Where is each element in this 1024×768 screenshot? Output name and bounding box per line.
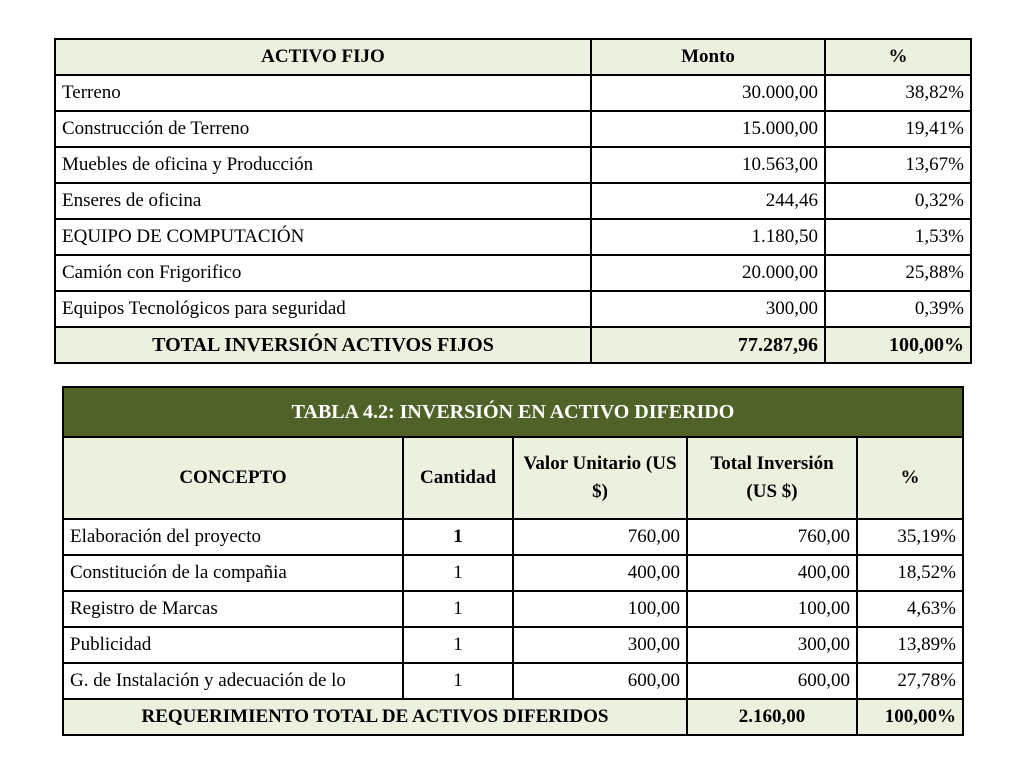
total-pct: 100,00% — [857, 699, 963, 735]
concepto-cell: Constitución de la compañia — [63, 555, 403, 591]
pct-cell: 0,32% — [825, 183, 971, 219]
table-row — [63, 591, 963, 627]
table-row — [55, 291, 971, 327]
concepto-cell: Equipos Tecnológicos para seguridad — [55, 291, 591, 327]
pct-cell: 25,88% — [825, 255, 971, 291]
valor-cell: 760,00 — [513, 519, 687, 555]
table-title: TABLA 4.2: INVERSIÓN EN ACTIVO DIFERIDO — [63, 387, 963, 437]
pct-cell: 35,19% — [857, 519, 963, 555]
pct-cell: 4,63% — [857, 591, 963, 627]
table-row — [55, 183, 971, 219]
activo-fijo-header-row — [55, 39, 971, 75]
concepto-cell: Camión con Frigorifico — [55, 255, 591, 291]
activo-diferido-total-row — [63, 699, 963, 735]
table-row — [55, 75, 971, 111]
pct-cell: 13,67% — [825, 147, 971, 183]
activo-diferido-title-row — [63, 387, 963, 437]
monto-cell: 1.180,50 — [591, 219, 825, 255]
header-concepto: CONCEPTO — [63, 437, 403, 519]
concepto-cell: Registro de Marcas — [63, 591, 403, 627]
pct-cell: 38,82% — [825, 75, 971, 111]
total-pct: 100,00% — [825, 327, 971, 363]
pct-cell: 13,89% — [857, 627, 963, 663]
total-cell: 760,00 — [687, 519, 857, 555]
cantidad-cell: 1 — [403, 663, 513, 699]
header-total-inversion: Total Inversión (US $) — [687, 437, 857, 519]
concepto-cell: Publicidad — [63, 627, 403, 663]
monto-cell: 244,46 — [591, 183, 825, 219]
concepto-cell: Enseres de oficina — [55, 183, 591, 219]
pct-cell: 0,39% — [825, 291, 971, 327]
concepto-cell: Elaboración del proyecto — [63, 519, 403, 555]
monto-cell: 10.563,00 — [591, 147, 825, 183]
total-cell: 400,00 — [687, 555, 857, 591]
table-row — [55, 219, 971, 255]
valor-cell: 600,00 — [513, 663, 687, 699]
header-pct: % — [857, 437, 963, 519]
cantidad-cell: 1 — [403, 627, 513, 663]
header-activo-fijo: ACTIVO FIJO — [55, 39, 591, 75]
valor-cell: 400,00 — [513, 555, 687, 591]
concepto-cell: EQUIPO DE COMPUTACIÓN — [55, 219, 591, 255]
pct-cell: 1,53% — [825, 219, 971, 255]
cantidad-cell: 1 — [403, 555, 513, 591]
pct-cell: 18,52% — [857, 555, 963, 591]
cantidad-cell: 1 — [403, 591, 513, 627]
valor-cell: 300,00 — [513, 627, 687, 663]
table-row — [63, 555, 963, 591]
total-cell: 300,00 — [687, 627, 857, 663]
pct-cell: 19,41% — [825, 111, 971, 147]
header-cantidad: Cantidad — [403, 437, 513, 519]
total-inversion: 2.160,00 — [687, 699, 857, 735]
header-valor-unitario: Valor Unitario (US $) — [513, 437, 687, 519]
total-label: REQUERIMIENTO TOTAL DE ACTIVOS DIFERIDOS — [63, 699, 687, 735]
total-monto: 77.287,96 — [591, 327, 825, 363]
valor-cell: 100,00 — [513, 591, 687, 627]
monto-cell: 15.000,00 — [591, 111, 825, 147]
activo-diferido-header-row — [63, 437, 963, 519]
total-cell: 600,00 — [687, 663, 857, 699]
monto-cell: 20.000,00 — [591, 255, 825, 291]
table-row — [55, 147, 971, 183]
activo-fijo-table — [54, 38, 972, 364]
total-label: TOTAL INVERSIÓN ACTIVOS FIJOS — [55, 327, 591, 363]
monto-cell: 300,00 — [591, 291, 825, 327]
concepto-cell: G. de Instalación y adecuación de lo — [63, 663, 403, 699]
concepto-cell: Construcción de Terreno — [55, 111, 591, 147]
table-row — [63, 519, 963, 555]
monto-cell: 30.000,00 — [591, 75, 825, 111]
table-row — [63, 627, 963, 663]
table-row — [63, 663, 963, 699]
header-pct: % — [825, 39, 971, 75]
total-cell: 100,00 — [687, 591, 857, 627]
table-row — [55, 111, 971, 147]
activo-fijo-total-row — [55, 327, 971, 363]
header-monto: Monto — [591, 39, 825, 75]
pct-cell: 27,78% — [857, 663, 963, 699]
cantidad-cell: 1 — [403, 519, 513, 555]
concepto-cell: Terreno — [55, 75, 591, 111]
concepto-cell: Muebles de oficina y Producción — [55, 147, 591, 183]
activo-diferido-table — [62, 386, 964, 736]
table-row — [55, 255, 971, 291]
